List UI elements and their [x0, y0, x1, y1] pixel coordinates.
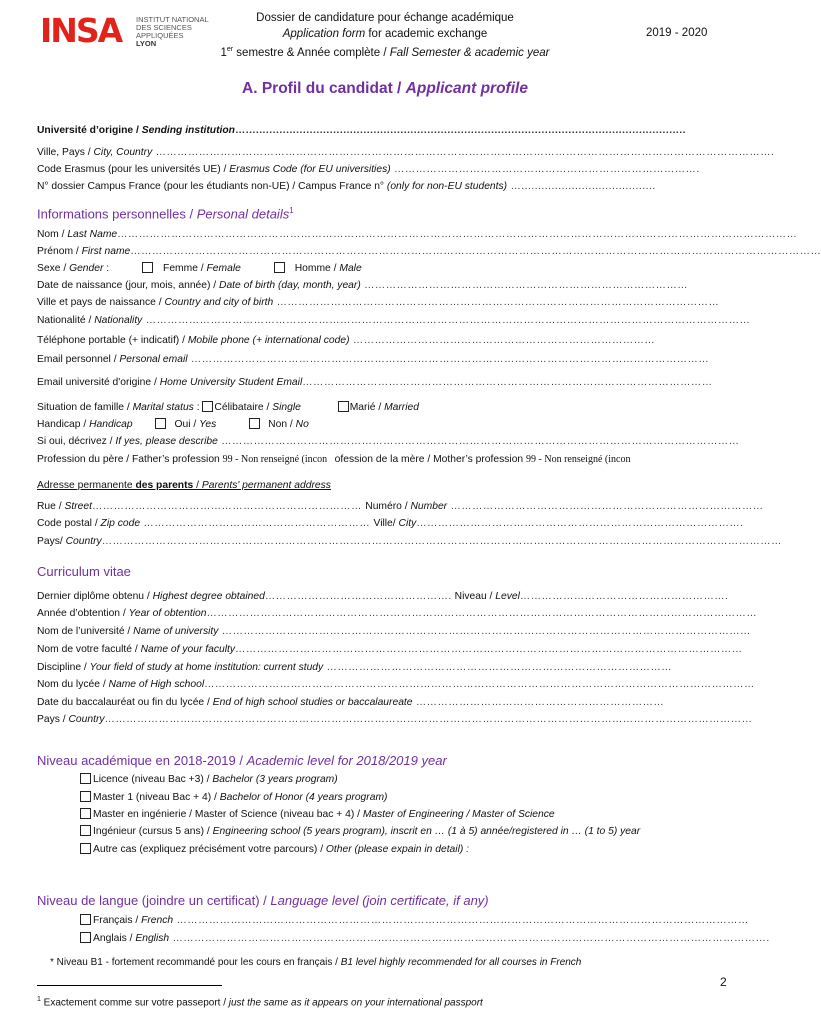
header-text: for academic exchange [365, 28, 488, 40]
field-dots: ……………………………………………………………………………………………………………………………… [187, 354, 710, 365]
field-label: Gender [69, 263, 104, 274]
footnote-text: Exactement comme sur votre passeport / [40, 997, 229, 1009]
field-label: Handicap / [37, 419, 90, 430]
level-master-engineering-option [80, 808, 555, 821]
engineer-checkbox[interactable] [80, 825, 91, 836]
heading-text: Parents' permanent address [201, 480, 331, 491]
option-label: Engineering school (5 years program), inscrit en … (1 à 5) année/registered in … (1 to 5) year [212, 826, 641, 837]
field-label: Your field of study at home institution: current study [89, 662, 324, 673]
option-label: Single [272, 402, 301, 413]
academic-level-heading [37, 753, 447, 768]
field-label: Téléphone portable (+ indicatif) / [37, 335, 188, 346]
field-dots: ……………………………………………………………………………………………………………………………………… [204, 679, 755, 690]
field-label: Pays/ [37, 536, 66, 547]
field-label: Email université d'origine / [37, 377, 160, 388]
option-label: Master 1 (niveau Bac + 4) / [93, 792, 220, 803]
option-label: Married [384, 402, 419, 413]
field-label: Country [68, 714, 105, 725]
option-label: Français / [93, 915, 142, 926]
field-label: Name of High school [108, 679, 205, 690]
field-label: Name of university [133, 626, 219, 637]
field-label: Date of birth (day, month, year) [219, 280, 361, 291]
faculty-field[interactable] [37, 643, 743, 656]
header-text: semestre & Année complète / [233, 46, 390, 59]
field-label: Niveau / [451, 591, 496, 602]
field-dots: ………………………………………………………………………………………………………………………………… [218, 626, 751, 637]
field-label: Profession du père / Father’s profession [37, 454, 220, 465]
bachelor-checkbox[interactable] [80, 773, 91, 784]
field-label: Level [495, 591, 520, 602]
single-checkbox[interactable] [202, 401, 213, 412]
heading-text: / [193, 480, 202, 491]
title-text: Applicant profile [405, 80, 528, 97]
female-checkbox[interactable] [142, 262, 153, 273]
academic-year: 2019 - 2020 [646, 27, 708, 39]
last-name-field[interactable] [37, 228, 798, 241]
option-label: Ingénieur (cursus 5 ans) / [93, 826, 213, 837]
field-dots: …………………………………………………………………………………………………………………………… [235, 644, 743, 655]
logo-sub-line: APPLIQUÉES [136, 31, 184, 40]
discipline-field[interactable] [37, 661, 672, 674]
logo-sub-line: DES SCIENCES [136, 23, 192, 32]
field-label: Erasmus Code (for EU universities) [229, 164, 391, 175]
field-label: Home University Student Email [159, 377, 303, 388]
field-dots: ……………………………………………………………………………………………………………………………………………………………… [104, 714, 753, 725]
field-label: Date du baccalauréat ou fin du lycée / [37, 697, 213, 708]
field-dots: …………………………………………………………………………… [447, 501, 764, 512]
erasmus-code-field[interactable] [37, 163, 700, 176]
logo-sub-line: INSTITUT NATIONAL [136, 15, 209, 24]
section-a-title [0, 80, 770, 98]
option-label: Other (please expain in detail) : [325, 844, 470, 855]
field-dots: …………………………………………………………………………………………………………………………………………………… [142, 315, 751, 326]
country-field[interactable] [37, 535, 782, 548]
field-label: : [103, 263, 110, 274]
option-label: Bachelor of Honor (4 years program) [219, 792, 388, 803]
field-dots: …………………………………………………………… [412, 697, 665, 708]
field-label: Discipline / [37, 662, 90, 673]
header-text: Application form [282, 28, 366, 40]
field-dots: ……………………………………………. [264, 591, 452, 602]
nationality-field[interactable] [37, 314, 751, 327]
gender-row [37, 262, 362, 275]
field-label: Year of obtention [128, 608, 207, 619]
field-label: Université d’origine / [37, 125, 142, 136]
field-dots: ……………………………………………………………………………………………………………………………… [217, 436, 740, 447]
field-label: First name [81, 246, 131, 257]
level-master1-option [80, 791, 387, 804]
option-label: Homme / [294, 263, 340, 274]
field-label: Code Erasmus (pour les universités UE) / [37, 164, 230, 175]
personal-email-field[interactable] [37, 353, 709, 366]
country-cv-field[interactable] [37, 713, 753, 726]
field-dots: …................................................................................................................................... [234, 125, 687, 136]
parents-address-heading [37, 479, 331, 492]
logo-sub-line: LYON [136, 39, 157, 48]
university-email-field[interactable] [37, 376, 713, 389]
heading-text: Informations personnelles / [37, 206, 197, 222]
note-text: * Niveau B1 - fortement recommandé pour les cours en français / [50, 957, 341, 968]
field-label: Country and city of birth [164, 297, 274, 308]
field-dots: ………………………………………………………………………………………………………………………………………………………. [152, 147, 775, 158]
field-label: Date de naissance (jour, mois, année) / [37, 280, 220, 291]
mother-profession-select[interactable]: 99 - Non renseigné (incon [526, 453, 651, 466]
handicap-description-field[interactable] [37, 435, 740, 448]
field-label: City, Country [93, 147, 153, 158]
field-label: Code postal / [37, 518, 101, 529]
field-dots: ……………………………………………………………………………………………………………………………………………………………………… [101, 536, 782, 547]
birthplace-field[interactable] [37, 296, 719, 309]
field-label: Marital status [132, 402, 194, 413]
language-note [50, 956, 581, 969]
high-school-field[interactable] [37, 678, 755, 691]
city-country-field[interactable] [37, 146, 775, 159]
heading-text: Niveau de langue (joindre un certificat) / [37, 893, 271, 908]
field-dots: ………………………………………………………………………… [349, 335, 656, 346]
page-number: 2 [720, 975, 727, 989]
header-title-line1: Dossier de candidature pour échange académique [256, 12, 514, 24]
other-checkbox[interactable] [80, 843, 91, 854]
field-label: Nom / [37, 229, 68, 240]
option-label: Marié / [349, 402, 385, 413]
field-label: Ville et pays de naissance / [37, 297, 165, 308]
level-bachelor-option [80, 773, 338, 786]
first-name-field[interactable] [37, 245, 821, 258]
field-label: Highest degree obtained [152, 591, 265, 602]
option-label: Célibataire / [214, 402, 273, 413]
field-label: Nom du lycée / [37, 679, 109, 690]
footnote-rule [37, 985, 222, 986]
field-label: Mobile phone (+ international code) [187, 335, 350, 346]
baccalaureate-date-field[interactable] [37, 696, 664, 709]
field-label: Zip code [100, 518, 141, 529]
header-text: er [226, 46, 234, 53]
field-label: Rue / [37, 501, 65, 512]
header-text: 1 [220, 46, 227, 59]
field-dots: …………………………………………………………………………………………………………………………………………………. [169, 933, 770, 944]
field-label: Personal email [119, 354, 188, 365]
footnote-number: 1 [37, 996, 41, 1003]
field-label: N° dossier Campus France (pour les étudiants non-UE) / Campus France n° [37, 181, 387, 192]
option-label: Femme / [163, 263, 207, 274]
field-label: Handicap [89, 419, 133, 430]
option-label: Non / [268, 419, 296, 430]
insa-logo [40, 12, 132, 50]
header-title [200, 10, 570, 61]
heading-text: des parents [135, 480, 194, 491]
field-label: Nationalité / [37, 315, 95, 326]
logo-text: INSA [40, 11, 122, 50]
marital-status-row [37, 401, 419, 414]
curriculum-heading: Curriculum vitae [37, 564, 131, 579]
option-label: Male [339, 263, 362, 274]
heading-text: Personal details [196, 206, 290, 222]
header-text: Fall Semester & academic year [389, 46, 550, 59]
field-label: Si oui, décrivez / [37, 436, 116, 447]
field-dots: ………………………………………………………………… [91, 501, 366, 512]
zip-city-field[interactable] [37, 517, 744, 530]
field-dots: …………………………………………………………………………………………………………… [273, 297, 720, 308]
logo-subtitle [136, 16, 209, 48]
married-checkbox[interactable] [338, 401, 349, 412]
option-label: Yes [199, 419, 217, 430]
field-label: Ville/ [373, 518, 399, 529]
option-label: Bachelor (3 years program) [212, 774, 338, 785]
field-label: Name of your faculty [140, 644, 236, 655]
field-label: Ville, Pays / [37, 147, 94, 158]
mobile-phone-field[interactable] [37, 334, 655, 347]
field-dots: …………………………………………………………………………………………………… [302, 377, 713, 388]
sending-institution-field[interactable] [37, 124, 686, 137]
field-label: Sending institution [141, 125, 235, 136]
header-title-line2 [200, 26, 570, 42]
field-dots: ……………………………………………………… [140, 518, 374, 529]
field-label: Année d’obtention / [37, 608, 129, 619]
field-dots: ……………………………………………………………………………… [360, 280, 689, 291]
field-label: (only for non-EU students) [386, 181, 508, 192]
field-label: Situation de famille / [37, 402, 133, 413]
french-checkbox[interactable] [80, 914, 91, 925]
street-field[interactable] [37, 500, 764, 513]
field-dots: …………………………………………………………………………. [390, 164, 700, 175]
field-label: Email personnel / [37, 354, 120, 365]
field-label: City [398, 518, 417, 529]
level-engineer-option [80, 825, 640, 838]
field-label: Dernier diplôme obtenu / [37, 591, 153, 602]
date-of-birth-field[interactable] [37, 279, 688, 292]
highest-degree-field[interactable] [37, 590, 728, 603]
note-text: B1 level highly recommended for all courses in French [340, 957, 582, 968]
heading-text: Niveau académique en 2018-2019 / [37, 753, 247, 768]
handicap-yes-checkbox[interactable] [155, 418, 166, 429]
field-label: If yes, please describe [115, 436, 218, 447]
field-label: Nom de l’université / [37, 626, 134, 637]
field-label: Street [64, 501, 92, 512]
field-label: Pays / [37, 714, 69, 725]
year-obtention-field[interactable] [37, 607, 758, 620]
parents-profession-row [37, 453, 730, 466]
field-label: Number [410, 501, 448, 512]
english-checkbox[interactable] [80, 932, 91, 943]
option-label: No [295, 419, 309, 430]
field-dots: …………………………………………………. [519, 591, 729, 602]
personal-details-heading [37, 206, 294, 221]
campus-france-field[interactable] [37, 180, 656, 193]
option-label: Master en ingénierie / Master of Science (niveau bac + 4) / [93, 809, 363, 820]
option-label: Master of Engineering / Master of Science [362, 809, 555, 820]
university-name-field[interactable] [37, 625, 751, 638]
title-text: A. Profil du candidat / [242, 80, 406, 97]
heading-text: Language level (join certificate, if any) [270, 893, 489, 908]
footnote-ref: 1 [289, 206, 294, 215]
option-label: Autre cas (expliquez précisément votre parcours) / [93, 844, 326, 855]
heading-text: Academic level for 2018/2019 year [246, 753, 447, 768]
footnote-text: just the same as it appears on your international passport [228, 997, 483, 1009]
field-dots: …………………………………………………………………………………………………………………………………………… [173, 915, 749, 926]
french-level-field [80, 914, 749, 927]
heading-text: Adresse permanente [37, 480, 136, 491]
field-label: Country [65, 536, 102, 547]
handicap-row [37, 418, 309, 431]
option-label: Oui / [174, 419, 200, 430]
handicap-no-checkbox[interactable] [249, 418, 260, 429]
option-label: English [135, 933, 170, 944]
level-other-option [80, 843, 469, 856]
master-engineering-checkbox[interactable] [80, 808, 91, 819]
field-label: Nom de votre faculté / [37, 644, 141, 655]
header-title-line3 [200, 42, 570, 61]
field-label: End of high school studies or baccalaureate [212, 697, 413, 708]
field-dots: …........................................ [507, 181, 656, 192]
field-label: : [193, 402, 203, 413]
field-dots: ……………………………………………………………………………………………………………………………………………………………………… [117, 229, 798, 240]
male-checkbox[interactable] [274, 262, 285, 273]
father-profession-select[interactable]: 99 - Non renseigné (incon [223, 453, 335, 466]
footnote [37, 993, 483, 1009]
option-label: French [141, 915, 174, 926]
option-label: Anglais / [93, 933, 136, 944]
master1-checkbox[interactable] [80, 791, 91, 802]
field-label: Sexe / [37, 263, 70, 274]
english-level-field [80, 932, 770, 945]
field-label: Nationality [94, 315, 143, 326]
field-dots: ……………………………………………………………………………………………………………………………………… [206, 608, 758, 619]
field-label: Prénom / [37, 246, 82, 257]
field-label: ofession de la mère / Mother’s profession [334, 454, 524, 465]
option-label: Licence (niveau Bac +3) / [93, 774, 213, 785]
field-dots: ………………………………………………………………………………. [416, 518, 744, 529]
field-label: Last Name [67, 229, 118, 240]
option-label: Female [206, 263, 241, 274]
field-dots: ………………………………………………………………………………………………………………………………………………………………………… [130, 246, 821, 257]
field-label: Numéro / [365, 501, 411, 512]
field-dots: …………………………………………………………………………………… [323, 662, 673, 673]
language-level-heading [37, 893, 489, 908]
